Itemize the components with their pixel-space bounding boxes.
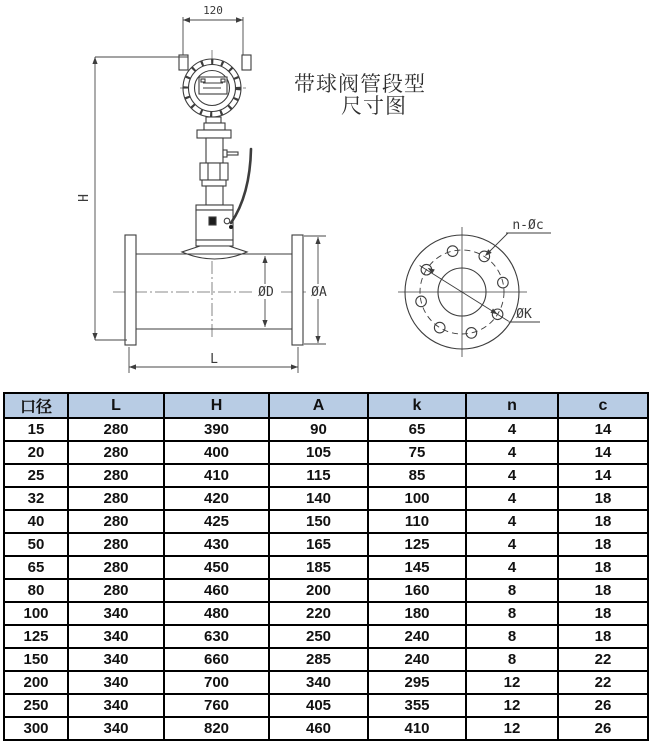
table-cell: 340 bbox=[68, 694, 164, 717]
table-cell: 140 bbox=[269, 487, 368, 510]
dim-L-label: L bbox=[210, 352, 218, 367]
table-cell: 150 bbox=[269, 510, 368, 533]
table-cell: 460 bbox=[269, 717, 368, 740]
flange-face-view bbox=[398, 227, 551, 357]
stem-tube bbox=[206, 138, 223, 163]
table-cell: 340 bbox=[68, 717, 164, 740]
table-cell: 8 bbox=[466, 625, 558, 648]
bolt-hole bbox=[434, 322, 445, 333]
table-cell: 50 bbox=[4, 533, 68, 556]
table-cell: 8 bbox=[466, 579, 558, 602]
col-header-diameter: 口径 bbox=[4, 393, 68, 418]
table-cell: 280 bbox=[68, 556, 164, 579]
table-cell: 300 bbox=[4, 717, 68, 740]
table-cell: 26 bbox=[558, 717, 648, 740]
table-cell: 14 bbox=[558, 441, 648, 464]
table-cell: 125 bbox=[4, 625, 68, 648]
table-cell: 18 bbox=[558, 602, 648, 625]
table-cell: 85 bbox=[368, 464, 466, 487]
table-cell: 280 bbox=[68, 487, 164, 510]
table-cell: 18 bbox=[558, 579, 648, 602]
table-row bbox=[4, 694, 648, 717]
table-row bbox=[4, 717, 648, 740]
arrow-L-right bbox=[291, 364, 298, 369]
table-cell: 12 bbox=[466, 717, 558, 740]
left-flange bbox=[125, 235, 136, 345]
arrow-D-bottom bbox=[262, 320, 267, 327]
head-right-ear bbox=[242, 55, 251, 70]
table-cell: 200 bbox=[269, 579, 368, 602]
table-cell: 420 bbox=[164, 487, 269, 510]
table-cell: 280 bbox=[68, 418, 164, 441]
handle-pivot bbox=[229, 225, 233, 229]
table-cell: 340 bbox=[68, 671, 164, 694]
table-cell: 12 bbox=[466, 671, 558, 694]
dim-120-label: 120 bbox=[203, 4, 223, 17]
table-cell: 180 bbox=[368, 602, 466, 625]
table-cell: 660 bbox=[164, 648, 269, 671]
table-header bbox=[4, 393, 648, 418]
arrow-120-left bbox=[183, 17, 190, 22]
table-cell: 760 bbox=[164, 694, 269, 717]
bolt-hole bbox=[466, 328, 477, 339]
side-pin bbox=[227, 152, 238, 155]
valve-tag bbox=[209, 217, 216, 225]
arrow-A-bottom bbox=[315, 336, 320, 343]
table-cell: 295 bbox=[368, 671, 466, 694]
table-cell: 145 bbox=[368, 556, 466, 579]
arrow-A-top bbox=[315, 237, 320, 244]
table-cell: 340 bbox=[68, 602, 164, 625]
arrow-L-left bbox=[129, 364, 136, 369]
table-cell: 185 bbox=[269, 556, 368, 579]
table-cell: 160 bbox=[368, 579, 466, 602]
arrow-H-bottom bbox=[92, 333, 97, 340]
table-cell: 8 bbox=[466, 602, 558, 625]
table-cell: 14 bbox=[558, 464, 648, 487]
table-cell: 280 bbox=[68, 464, 164, 487]
stem-tube-2 bbox=[206, 186, 223, 205]
table-cell: 250 bbox=[269, 625, 368, 648]
table-cell: 240 bbox=[368, 625, 466, 648]
table-cell: 4 bbox=[466, 556, 558, 579]
table-cell: 100 bbox=[4, 602, 68, 625]
boltholes-leader-line bbox=[487, 233, 508, 254]
table-cell: 12 bbox=[466, 694, 558, 717]
table-cell: 430 bbox=[164, 533, 269, 556]
table-cell: 65 bbox=[368, 418, 466, 441]
arrow-120-right bbox=[236, 17, 243, 22]
table-row bbox=[4, 533, 648, 556]
table-cell: 280 bbox=[68, 441, 164, 464]
table-cell: 18 bbox=[558, 533, 648, 556]
table-cell: 18 bbox=[558, 510, 648, 533]
table-cell: 390 bbox=[164, 418, 269, 441]
arrow-D-top bbox=[262, 256, 267, 263]
table-cell: 105 bbox=[269, 441, 368, 464]
table-cell: 340 bbox=[68, 625, 164, 648]
table-cell: 820 bbox=[164, 717, 269, 740]
table-cell: 220 bbox=[269, 602, 368, 625]
table-row bbox=[4, 418, 648, 441]
col-header-H: H bbox=[164, 393, 269, 418]
table-row bbox=[4, 625, 648, 648]
table-cell: 150 bbox=[4, 648, 68, 671]
dim-D-label: ØD bbox=[258, 285, 274, 300]
table-cell: 18 bbox=[558, 487, 648, 510]
table-cell: 450 bbox=[164, 556, 269, 579]
col-header-c: c bbox=[558, 393, 648, 418]
table-cell: 355 bbox=[368, 694, 466, 717]
table-cell: 80 bbox=[4, 579, 68, 602]
table-row bbox=[4, 671, 648, 694]
table-cell: 75 bbox=[368, 441, 466, 464]
table-cell: 8 bbox=[466, 648, 558, 671]
table-cell: 460 bbox=[164, 579, 269, 602]
right-flange bbox=[292, 235, 303, 345]
display-window bbox=[199, 77, 227, 94]
table-row bbox=[4, 602, 648, 625]
table-row bbox=[4, 464, 648, 487]
table-cell: 200 bbox=[4, 671, 68, 694]
dim-H-label: H bbox=[77, 194, 92, 202]
table-cell: 630 bbox=[164, 625, 269, 648]
table-cell: 340 bbox=[68, 648, 164, 671]
table-cell: 165 bbox=[269, 533, 368, 556]
table-cell: 280 bbox=[68, 510, 164, 533]
table-row bbox=[4, 579, 648, 602]
table-cell: 250 bbox=[4, 694, 68, 717]
col-header-n: n bbox=[466, 393, 558, 418]
table-cell: 125 bbox=[368, 533, 466, 556]
col-header-A: A bbox=[269, 393, 368, 418]
table-row bbox=[4, 510, 648, 533]
table-cell: 65 bbox=[4, 556, 68, 579]
valve-bottom-flange bbox=[196, 240, 233, 246]
table-cell: 340 bbox=[269, 671, 368, 694]
saddle-base bbox=[182, 246, 247, 259]
side-pin-hub bbox=[223, 150, 227, 157]
dimension-table bbox=[3, 392, 649, 741]
table-cell: 700 bbox=[164, 671, 269, 694]
table-cell: 4 bbox=[466, 441, 558, 464]
table-cell: 32 bbox=[4, 487, 68, 510]
header-row bbox=[4, 393, 648, 418]
table-cell: 40 bbox=[4, 510, 68, 533]
table-row bbox=[4, 487, 648, 510]
table-row bbox=[4, 556, 648, 579]
table-cell: 280 bbox=[68, 533, 164, 556]
table-cell: 405 bbox=[269, 694, 368, 717]
neck-segment-1 bbox=[206, 117, 221, 123]
flange-leader-arrows bbox=[428, 249, 498, 314]
table-body bbox=[4, 418, 648, 740]
table-cell: 110 bbox=[368, 510, 466, 533]
union-nut bbox=[200, 163, 228, 180]
table-cell: 240 bbox=[368, 648, 466, 671]
table-cell: 100 bbox=[368, 487, 466, 510]
table-cell: 4 bbox=[466, 464, 558, 487]
table-cell: 410 bbox=[164, 464, 269, 487]
table-row bbox=[4, 648, 648, 671]
col-header-k: k bbox=[368, 393, 466, 418]
valve-handle bbox=[231, 149, 251, 223]
table-cell: 115 bbox=[269, 464, 368, 487]
valve-stem-nut bbox=[224, 218, 230, 224]
valve-top-flange bbox=[196, 205, 233, 210]
valve-stack bbox=[182, 117, 251, 259]
bolt-hole bbox=[447, 246, 458, 257]
drawing-title-line1: 带球阀管段型 bbox=[294, 72, 426, 96]
table-cell: 285 bbox=[269, 648, 368, 671]
table-cell: 400 bbox=[164, 441, 269, 464]
table-cell: 425 bbox=[164, 510, 269, 533]
table-cell: 4 bbox=[466, 533, 558, 556]
table-cell: 14 bbox=[558, 418, 648, 441]
col-header-L: L bbox=[68, 393, 164, 418]
arrow-H-top bbox=[92, 57, 97, 64]
bolt-holes-label: n-Øc bbox=[512, 218, 544, 233]
table-cell: 410 bbox=[368, 717, 466, 740]
dim-A-label: ØA bbox=[311, 285, 327, 300]
drawing-title-line2: 尺寸图 bbox=[341, 94, 407, 118]
table-cell: 15 bbox=[4, 418, 68, 441]
table-cell: 20 bbox=[4, 441, 68, 464]
union-band bbox=[202, 180, 226, 186]
bolt-circle-label: ØK bbox=[516, 307, 532, 322]
table-cell: 480 bbox=[164, 602, 269, 625]
table-cell: 18 bbox=[558, 625, 648, 648]
table-cell: 280 bbox=[68, 579, 164, 602]
table-cell: 4 bbox=[466, 510, 558, 533]
table-cell: 4 bbox=[466, 418, 558, 441]
table-cell: 90 bbox=[269, 418, 368, 441]
table-cell: 22 bbox=[558, 648, 648, 671]
neck-segment-2 bbox=[204, 123, 225, 130]
table-row bbox=[4, 441, 648, 464]
table-cell: 26 bbox=[558, 694, 648, 717]
table-cell: 22 bbox=[558, 671, 648, 694]
table-cell: 25 bbox=[4, 464, 68, 487]
table-cell: 18 bbox=[558, 556, 648, 579]
table-cell: 4 bbox=[466, 487, 558, 510]
neck-flange bbox=[197, 130, 231, 138]
meter-head bbox=[179, 55, 251, 117]
